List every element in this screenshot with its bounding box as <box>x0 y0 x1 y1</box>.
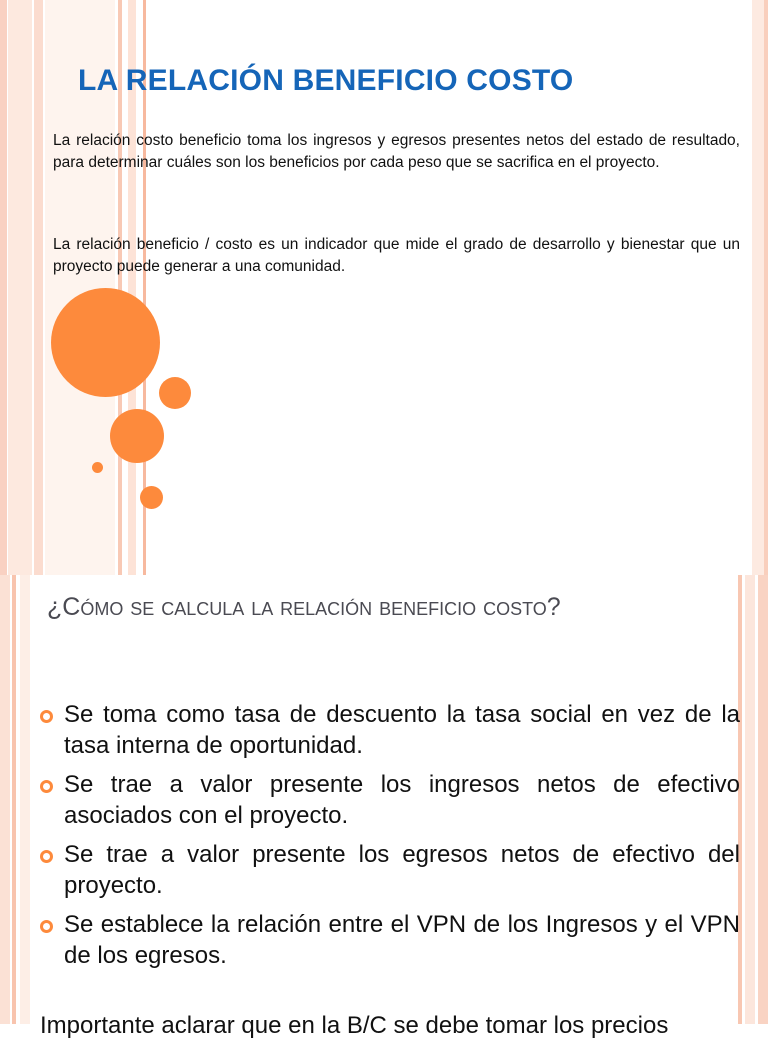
bullet-item <box>38 699 740 761</box>
paragraph-2: La relación beneficio / costo es un indicador que mide el grado de desarrollo y bienestar que un proyecto puede generar a una comunidad. <box>53 236 740 275</box>
bullet-list <box>38 699 740 979</box>
decor-circle-small <box>159 377 191 409</box>
decor-stripe <box>745 575 755 1024</box>
decor-stripe <box>34 0 43 575</box>
decor-stripe <box>12 575 16 1024</box>
paragraph-1: La relación costo beneficio toma los ingresos y egresos presentes netos del estado de resultado, para determinar cuáles son los beneficios por cada peso que se sacrifica en el proyecto. <box>53 132 740 171</box>
bullet-item <box>38 769 740 831</box>
ring-bullet-icon <box>40 850 53 863</box>
slide-1-title: LA RELACIÓN BENEFICIO COSTO <box>78 64 574 97</box>
ring-bullet-icon <box>40 920 53 933</box>
decor-stripe <box>20 575 30 1024</box>
decor-stripe <box>8 0 32 575</box>
ring-bullet-icon <box>40 780 53 793</box>
decor-stripe <box>758 575 768 1024</box>
decor-circle-medium <box>110 409 164 463</box>
bullet-item <box>38 909 740 971</box>
decor-circle-tiny <box>92 462 103 473</box>
decor-stripe <box>0 575 10 1024</box>
decor-circle-small <box>140 486 163 509</box>
decor-stripe <box>0 0 7 575</box>
footer-text: Importante aclarar que en la B/C se debe tomar los precios <box>40 1012 669 1039</box>
slide-2 <box>0 575 768 1039</box>
decor-stripe <box>764 0 768 575</box>
bullet-text: Se toma como tasa de descuento la tasa social en vez de la tasa interna de oportunidad. <box>64 701 740 759</box>
bullet-item <box>38 839 740 901</box>
bullet-text: Se establece la relación entre el VPN de los Ingresos y el VPN de los egresos. <box>64 911 740 969</box>
slide-2-title: ¿Cómo se calcula la relación beneficio costo? <box>47 593 561 621</box>
bullet-text: Se trae a valor presente los ingresos netos de efectivo asociados con el proyecto. <box>64 771 740 829</box>
bullet-text: Se trae a valor presente los egresos netos de efectivo del proyecto. <box>64 841 740 899</box>
decor-circle-large <box>51 288 160 397</box>
ring-bullet-icon <box>40 710 53 723</box>
